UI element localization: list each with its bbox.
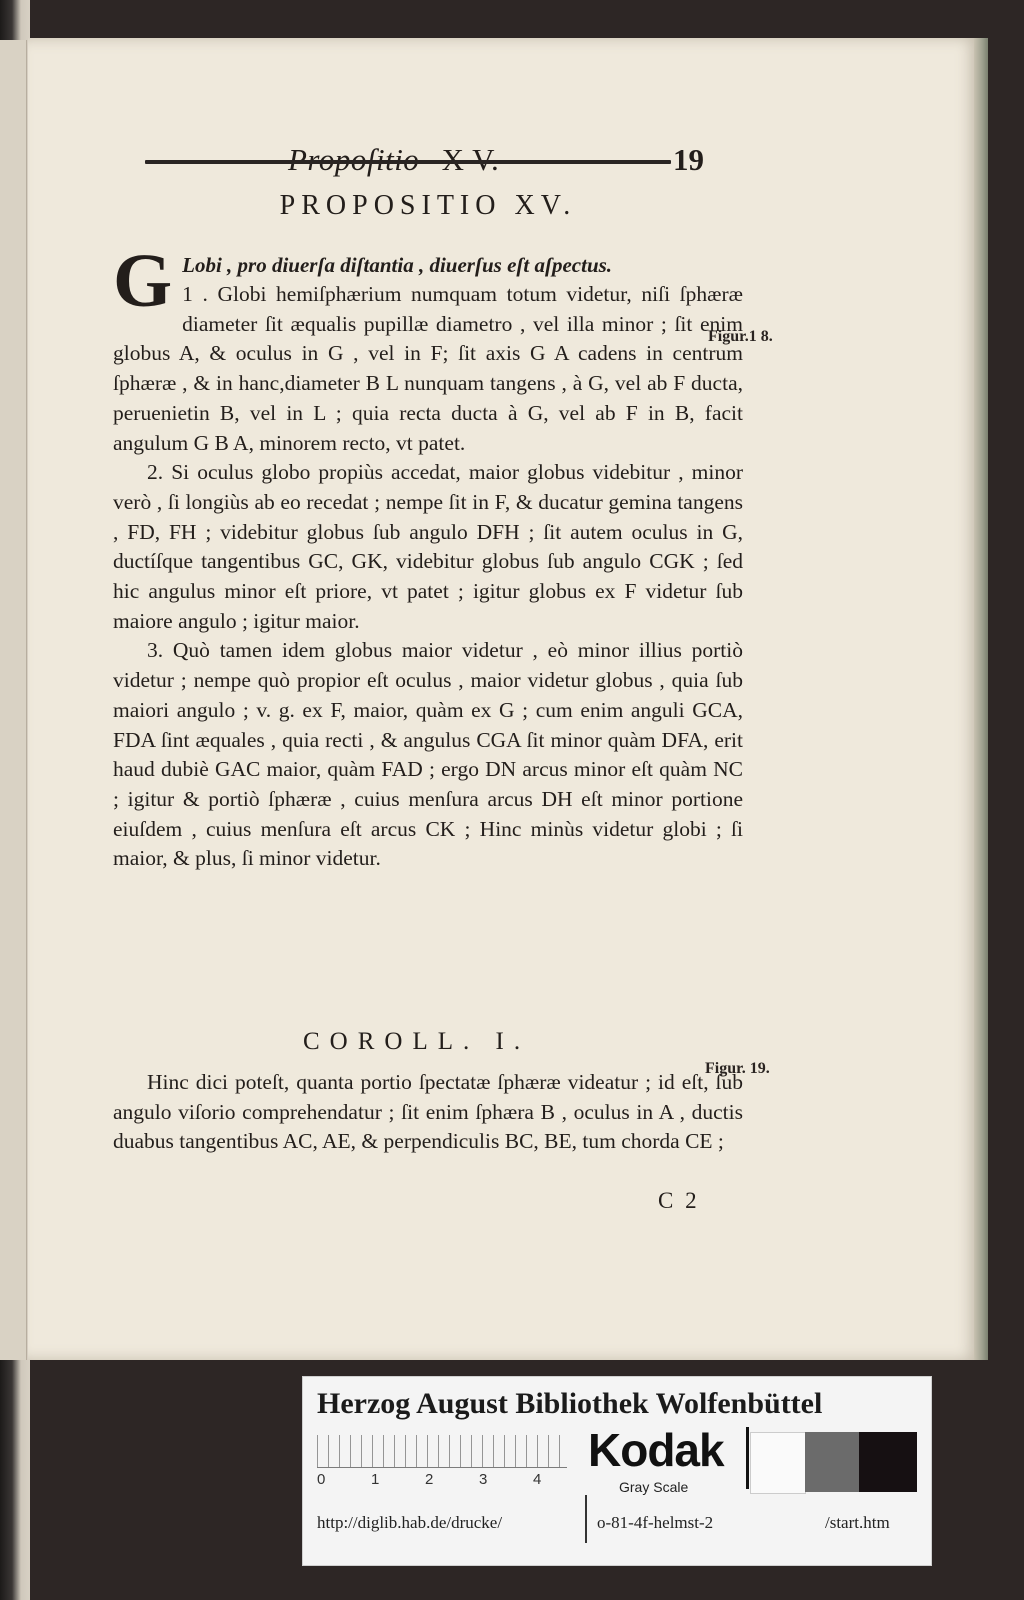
paragraph-2: 2. Si oculus globo propiùs accedat, maior globus videbitur , minor verò , ſi longiùs ab eo recedat ; nempe ſit in F, & ducatur gemina tangens , FD, FH ; videbitur globus ſub angulo DFH ; ſit autem oculus in G, ductíſque tangentibus GC, GK, videbitur globus ſub angulo CGK ; ſed hic angulus minor eſt priore, vt patet ; igitur globus ex F videtur ſub maiore angulo ; igitur maior.: [113, 460, 743, 633]
ruler-number: 4: [533, 1471, 542, 1488]
gray-patch-white: [750, 1432, 806, 1494]
book-page: [28, 38, 980, 1360]
ruler-number: 1: [371, 1471, 380, 1488]
margin-note-figure-19: Figur. 19.: [705, 1060, 770, 1077]
gray-patch-black: [859, 1432, 917, 1492]
ruler-number: 3: [479, 1471, 488, 1488]
page-header: [113, 138, 743, 180]
gray-patch-mid: [805, 1432, 859, 1492]
catchword: C 2: [658, 1188, 700, 1213]
scale-ruler: [317, 1435, 567, 1468]
facing-page-edge: [0, 40, 27, 1360]
url-id: o-81-4f-helmst-2: [597, 1513, 714, 1532]
page-fore-edge: [974, 38, 988, 1360]
scan-color-target: [302, 1376, 932, 1566]
header-rule: [145, 160, 671, 164]
kodak-logo: Kodak: [588, 1424, 724, 1476]
target-separator-bar: [746, 1427, 749, 1489]
corollary-heading: COROLL. I.: [303, 1028, 531, 1055]
paragraph-3: 3. Quò tamen idem globus maior videtur , eò minor illius portiò videtur ; nempe quò propior eſt oculus , maior videtur globus , quia ſub maiori angulo ; v. g. ex F, maior, quàm ex G ; cum enim anguli GCA, FDA ſint æquales , quia recti , & angulus CGA ſit minor quàm DFA, erit haud dubiè GAC maior, quàm FAD ; ergo DN arcus minor eſt quàm NC ; igitur & portiò ſphæræ , cuius menſura arcus DH eſt minor portione eiuſdem , cuius menſura eſt arcus CK ; Hinc minùs videtur globi ; ſi maior, & plus, ſi minor videtur.: [113, 638, 743, 871]
url-prefix: http://diglib.hab.de/drucke/: [317, 1513, 503, 1532]
digital-library-url: [317, 1507, 917, 1537]
drop-cap: G: [113, 239, 173, 323]
url-suffix: /start.htm: [825, 1513, 890, 1532]
ruler-number: 2: [425, 1471, 434, 1488]
paragraph-1: 1 . Globi hemiſphærium numquam totum videtur, niſi ſphæræ diameter ſit æqualis pupillæ diametro , vel illa minor ; ſit enim globus A, & oculus in G , vel in F; ſit axis G A cadens in centrum ſphæræ , & in hanc,diameter B L nunquam tangens , à G, vel ab F ducta, peruenietin B, vel in L ; quia recta ducta à G, vel ab F in B, facit angulum G B A, minorem recto, vt patet.: [113, 282, 743, 455]
page-text-area: [113, 138, 743, 180]
margin-note-figure-18: Figur.1 8.: [708, 328, 773, 345]
enunciation-text: Lobi , pro diuerſa diſtantia , diuerſus eſt aſpectus.: [182, 253, 613, 277]
page-number: 19: [673, 142, 704, 177]
gray-scale-label: Gray Scale: [619, 1479, 689, 1495]
library-name: Herzog August Bibliothek Wolfenbüttel: [317, 1387, 823, 1420]
proposition-title: PROPOSITIO XV.: [279, 190, 577, 221]
corollary-text: Hinc dici poteſt, quanta portio ſpectatæ ſphæræ videatur ; id eſt, ſub angulo viſorio comprehendatur ; ſit enim ſphæra B , oculus in A , ductis duabus tangentibus AC, AE, & perpendiculis BC, BE, tum chorda CE ;: [113, 1070, 743, 1154]
enunciation: [113, 239, 743, 874]
ruler-number: 0: [317, 1471, 326, 1488]
corollary: [113, 1068, 743, 1157]
